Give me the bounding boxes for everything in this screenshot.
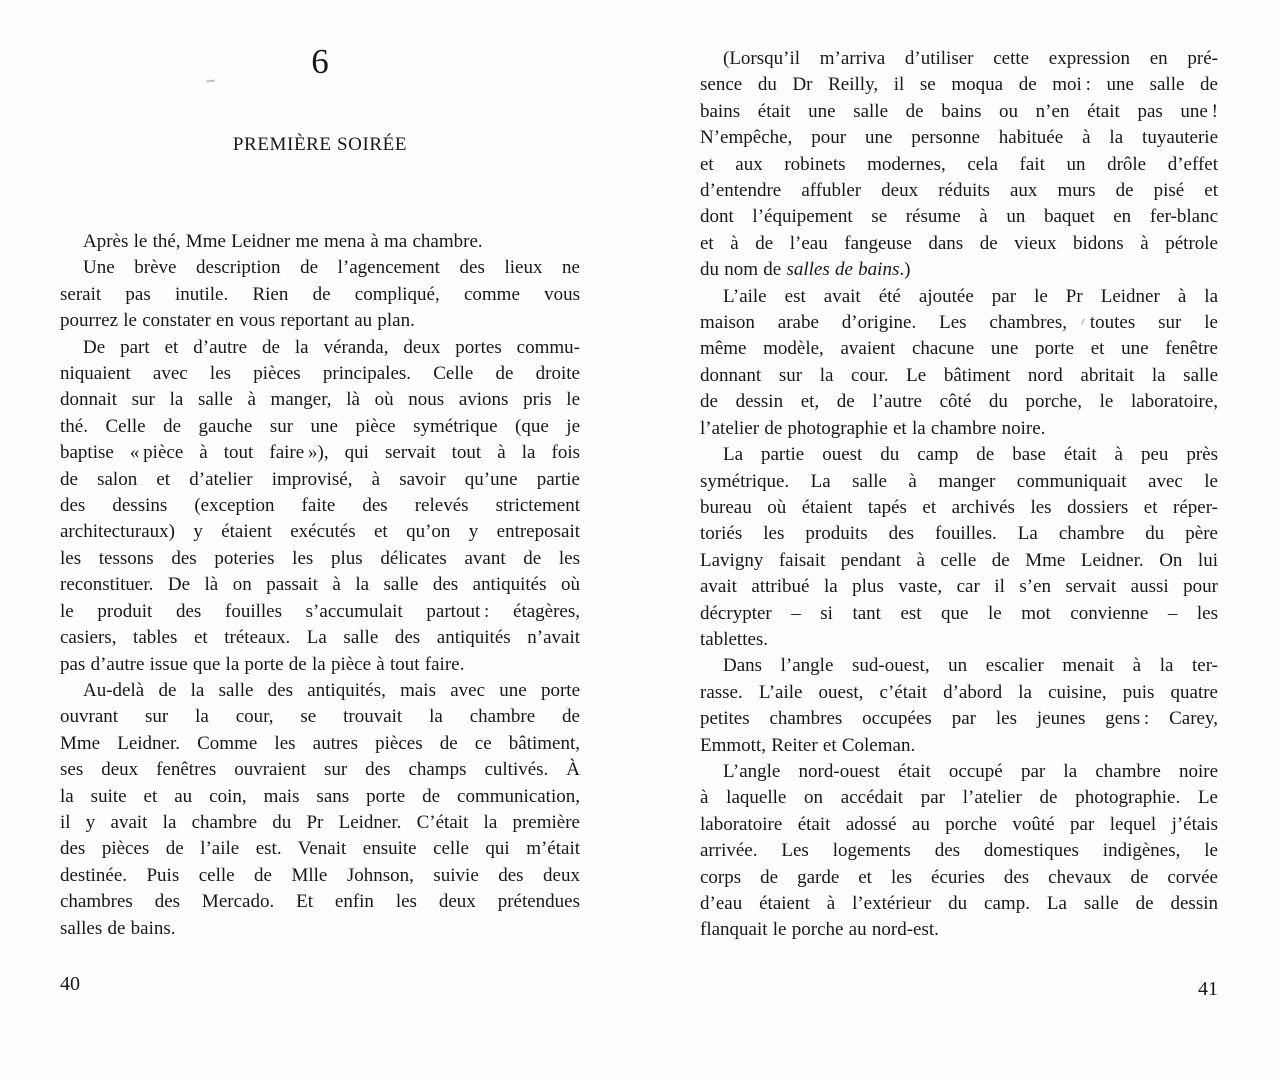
text-line: donnant sur la cour. Le bâtiment nord abritait la salle bbox=[700, 364, 1218, 386]
text-line: N’empêche, pour une personne habituée à la tuyauterie bbox=[700, 127, 1218, 149]
text-line: Dans l’angle sud-ouest, un escalier menait à la ter- bbox=[723, 655, 1218, 677]
text-line: décrypter – si tant est que le mot convienne – les bbox=[700, 602, 1218, 624]
text-line: L’angle nord-ouest était occupé par la chambre noire bbox=[723, 760, 1218, 782]
text-line: flanquait le porche au nord-est. bbox=[700, 919, 939, 941]
text-line: toriés les produits des fouilles. La chambre du père bbox=[700, 523, 1218, 545]
paragraph bbox=[700, 653, 1218, 759]
text-line: donnait sur la salle à manger, là où nous avions pris le bbox=[60, 389, 580, 411]
text-line: salles de bains. bbox=[60, 917, 176, 939]
text-line: reconstituer. De là on passait à la salle des antiquités où bbox=[60, 574, 580, 596]
text-line: Une brève description de l’agencement des lieux ne bbox=[83, 257, 580, 279]
text-line: laboratoire était adossé au porche voûté par lequel j’étais bbox=[700, 813, 1218, 835]
text-line: maison arabe d’origine. Les chambres, toutes sur le bbox=[700, 312, 1218, 334]
text-line: de salon et d’atelier improvisé, à savoir qu’une partie bbox=[60, 468, 580, 490]
text-line: casiers, tables et tréteaux. La salle des antiquités n’avait bbox=[60, 627, 580, 649]
text-line: et à de l’eau fangeuse dans de vieux bidons à pétrole bbox=[700, 232, 1218, 254]
text-line: De part et d’autre de la véranda, deux portes commu- bbox=[83, 336, 580, 358]
text-line: Au-delà de la salle des antiquités, mais avec une porte bbox=[83, 679, 580, 701]
text-line: (Lorsqu’il m’arriva d’utiliser cette expression en pré- bbox=[723, 48, 1218, 69]
text-line: à laquelle on accédait par l’atelier de photographie. Le bbox=[700, 787, 1218, 809]
chapter-title: PREMIÈRE SOIRÉE bbox=[232, 134, 408, 155]
text-line: ouvrant sur la cour, se trouvait la chambre de bbox=[60, 706, 580, 728]
paragraph bbox=[60, 229, 580, 255]
text-line: le produit des fouilles s’accumulait partout : étagères, bbox=[60, 600, 580, 622]
text-line: La partie ouest du camp de base était à peu près bbox=[723, 444, 1218, 466]
text-line: sence du Dr Reilly, il se moqua de moi : une salle de bbox=[700, 74, 1218, 96]
text-line: tablettes. bbox=[700, 628, 769, 650]
page-number-right: 41 bbox=[1198, 978, 1218, 1000]
text-line: l’atelier de photographie et la chambre noire. bbox=[700, 417, 1046, 439]
paragraph bbox=[60, 255, 580, 334]
text-line: bureau où étaient tapés et archivés les dossiers et réper- bbox=[700, 496, 1218, 518]
text-line: corps de garde et les écuries des chevaux de corvée bbox=[700, 866, 1218, 888]
text-line: des dessins (exception faite des relevés strictement bbox=[60, 495, 580, 517]
text-line: et aux robinets modernes, cela fait un drôle d’effet bbox=[700, 153, 1218, 175]
text-line: bains était une salle de bains ou n’en était pas une ! bbox=[700, 100, 1218, 122]
paragraph bbox=[700, 284, 1218, 442]
text-line: petites chambres occupées par les jeunes gens : Carey, bbox=[700, 708, 1218, 730]
page-number-left: 40 bbox=[60, 973, 80, 995]
text-line: dont l’équipement se résume à un baquet en fer-blanc bbox=[700, 206, 1218, 228]
text-line: arrivée. Les logements des domestiques indigènes, le bbox=[700, 840, 1218, 862]
text-line: Emmott, Reiter et Coleman. bbox=[700, 734, 916, 756]
text-line: il y avait la chambre du Pr Leidner. C’était la première bbox=[60, 811, 580, 833]
text-line: Mme Leidner. Comme les autres pièces de ce bâtiment, bbox=[60, 732, 580, 754]
paragraph bbox=[700, 759, 1218, 944]
left-page-text-block bbox=[60, 229, 580, 942]
text-line: architecturaux) y étaient exécutés et qu’on y entreposait bbox=[60, 521, 580, 543]
text-line: d’eau étaient à l’extérieur du camp. La salle de dessin bbox=[700, 893, 1218, 914]
paragraph bbox=[60, 678, 580, 942]
text-line: symétrique. La salle à manger communiquait avec le bbox=[700, 470, 1218, 492]
scan-artifact-mark bbox=[206, 80, 215, 83]
text-line: du nom de salles de bains.) bbox=[700, 259, 911, 281]
text-line: la suite et au coin, mais sans porte de communication, bbox=[60, 785, 580, 807]
text-line: thé. Celle de gauche sur une pièce symétrique (que je bbox=[60, 415, 580, 437]
text-line: avait attribué la plus vaste, car il s’en servait aussi pour bbox=[700, 576, 1218, 598]
text-line: Après le thé, Mme Leidner me mena à ma chambre. bbox=[83, 231, 483, 252]
text-line: baptise « pièce à tout faire »), qui servait tout à la fois bbox=[60, 442, 580, 464]
paragraph bbox=[700, 442, 1218, 653]
text-line: ses deux fenêtres ouvraient sur des champs cultivés. À bbox=[60, 759, 580, 781]
text-line: pourrez le constater en vous reportant au plan. bbox=[60, 310, 415, 332]
text-line: pas d’autre issue que la porte de la pièce à tout faire. bbox=[60, 653, 465, 675]
paragraph bbox=[700, 46, 1218, 284]
text-line: les tessons des poteries les plus délicates avant de les bbox=[60, 547, 580, 569]
right-page-text-block bbox=[700, 46, 1218, 944]
text-line: niquaient avec les pièces principales. Celle de droite bbox=[60, 363, 580, 385]
text-line: serait pas inutile. Rien de compliqué, comme vous bbox=[60, 283, 580, 305]
text-line: chambres des Mercado. Et enfin les deux prétendues bbox=[60, 891, 580, 913]
paragraph bbox=[60, 335, 580, 678]
text-line: de dessin et, de l’autre côté du porche, le laboratoire, bbox=[700, 391, 1218, 413]
text-line: même modèle, avaient chacune une porte et une fenêtre bbox=[700, 338, 1218, 360]
text-line: Lavigny faisait pendant à celle de Mme Leidner. On lui bbox=[700, 549, 1218, 571]
text-line: destinée. Puis celle de Mlle Johnson, suivie des deux bbox=[60, 864, 580, 886]
text-line: des pièces de l’aile est. Venait ensuite celle qui m’était bbox=[60, 838, 580, 860]
text-line: L’aile est avait été ajoutée par le Pr Leidner à la bbox=[723, 285, 1218, 307]
text-line: rasse. L’aile ouest, c’était d’abord la cuisine, puis quatre bbox=[700, 681, 1218, 703]
text-line: d’entendre affubler deux réduits aux murs de pisé et bbox=[700, 180, 1218, 202]
chapter-number: 6 bbox=[311, 42, 329, 81]
